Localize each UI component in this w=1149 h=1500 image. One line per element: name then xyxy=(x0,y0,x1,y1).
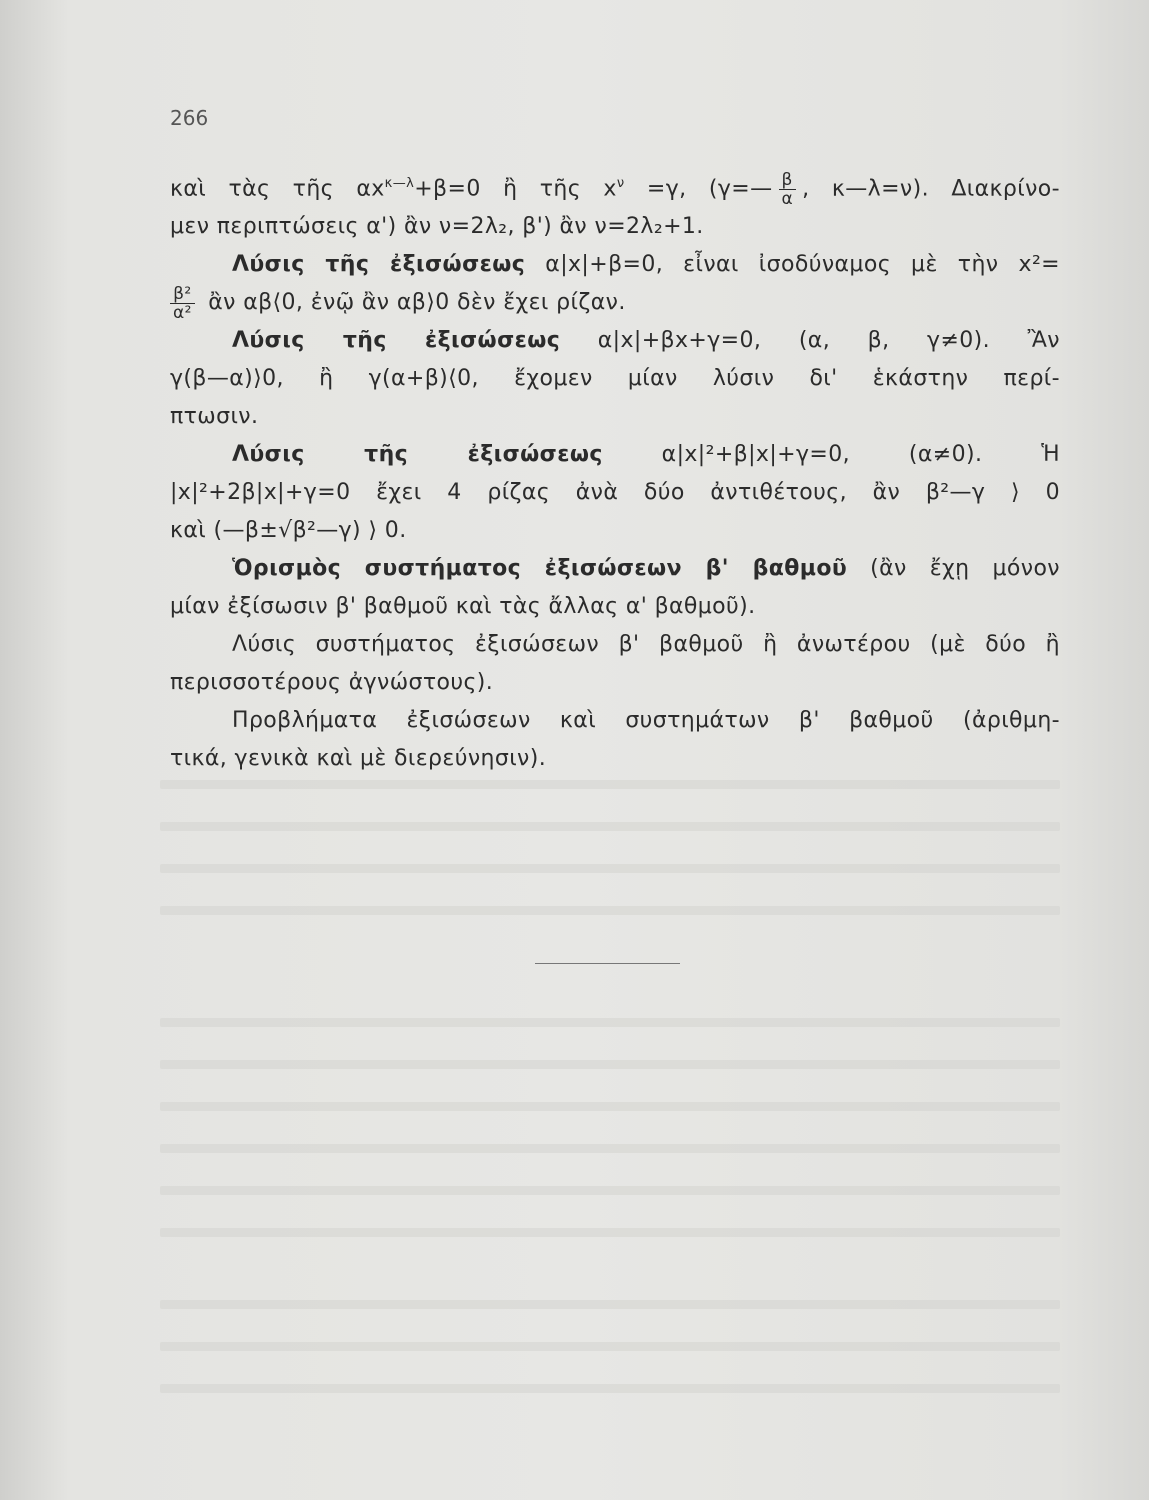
heading-inline: Λύσις τῆς ἐξισώσεως xyxy=(232,328,561,354)
text-line: Λύσις τῆς ἐξισώσεως α|x|+βx+γ=0, (α, β, γ≠0). Ἂν xyxy=(232,328,1061,354)
text-body xyxy=(170,165,1060,778)
text-line: Ὁρισμὸς συστήματος ἐξισώσεων β' βαθμοῦ (ἂν ἔχῃ μόνον xyxy=(232,556,1060,582)
text-line: γ(β—α)⟩0, ἢ γ(α+β)⟨0, ἔχομεν μίαν λύσιν δι' ἑκάστην περί- xyxy=(170,366,1060,392)
text-line: καὶ (—β±√β²—γ) ⟩ 0. xyxy=(170,518,407,544)
text-line: Λύσις τῆς ἐξισώσεως α|x|+β=0, εἶναι ἰσοδύναμος μὲ τὴν x²= xyxy=(232,252,1061,278)
heading-inline: Λύσις τῆς ἐξισώσεως xyxy=(232,442,603,468)
text-line: Λύσις συστήματος ἐξισώσεων β' βαθμοῦ ἢ ἀνωτέρου (μὲ δύο ἢ xyxy=(232,632,1060,658)
page-number: 266 xyxy=(170,106,209,130)
text-line: |x|²+2β|x|+γ=0 ἔχει 4 ρίζας ἀνὰ δύο ἀντιθέτους, ἂν β²—γ ⟩ 0 xyxy=(170,480,1060,506)
text-line: καὶ τὰς τῆς $\alpha x^{\kappa—\lambda}+\beta=0$ ἢ τῆς $x^\nu =\gamma$, (γ=— $\frac{\beta}{\alpha}$ , κ—λ=ν). Διακρίνο- xyxy=(170,169,1060,209)
text-line: μεν περιπτώσεις α') ἂν ν=2λ₂, β') ἂν ν=2λ₂+1. xyxy=(170,214,704,240)
section-rule xyxy=(535,963,680,964)
text-line: πτωσιν. xyxy=(170,404,259,430)
heading-inline: Ὁρισμὸς συστήματος ἐξισώσεων β' βαθμοῦ xyxy=(232,556,848,582)
text-line: Προβλήματα ἐξισώσεων καὶ συστημάτων β' βαθμοῦ (ἀριθμη- xyxy=(232,708,1060,734)
text-line: μίαν ἐξίσωσιν β' βαθμοῦ καὶ τὰς ἄλλας α' βαθμοῦ). xyxy=(170,594,756,620)
heading-inline: Λύσις τῆς ἐξισώσεως xyxy=(232,252,526,278)
text-line: περισσοτέρους ἀγνώστους). xyxy=(170,670,494,696)
fraction: $\frac{\text{β²}}{\text{α²}}$ xyxy=(170,285,195,322)
text-line: $\frac{\text{β²}}{\text{α²}}$ ἂν αβ⟨0, ἐνῷ ἂν αβ⟩0 δὲν ἔχει ρίζαν. xyxy=(170,284,1060,322)
fraction: $\frac{\beta}{\alpha}$ xyxy=(779,171,797,208)
text-line: τικά, γενικὰ καὶ μὲ διερεύνησιν). xyxy=(170,746,547,772)
text-line: Λύσις τῆς ἐξισώσεως α|x|²+β|x|+γ=0, (α≠0). Ἡ xyxy=(232,442,1061,468)
